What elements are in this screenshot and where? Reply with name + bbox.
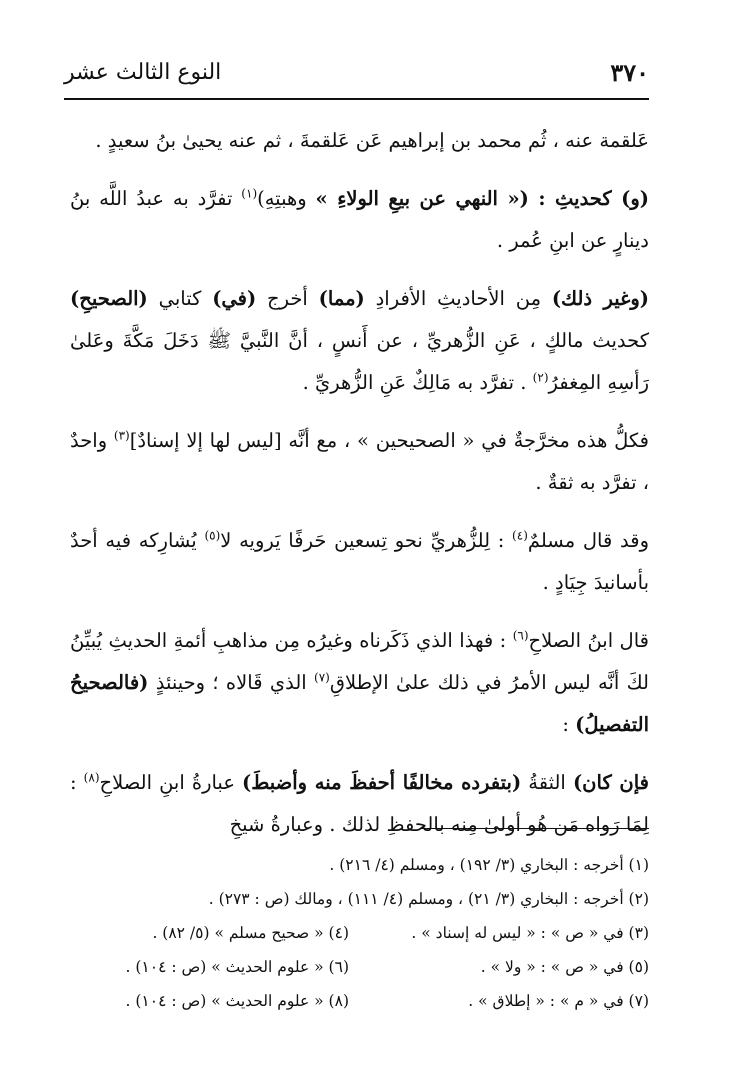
text-run-bold: « النهي عن بيعِ الولاءِ »	[315, 187, 520, 210]
text-run: : فهذا الذي ذَكَرناه وغيرُه مِن مذاهبِ أئمةِ الحديثِ يُبيِّنُ لكَ أنَّه ليس الأمرُ في ذلك علىٰ الإطلاقِ	[70, 629, 650, 694]
text-run: : لِمَا رَواه مَن هُو أولىٰ مِنه بالحفظِ لذلك . وعبارةُ شيخِ	[70, 771, 649, 836]
text-run: يُشارِكه فيه أحدٌ بأسانيدَ جِيَادٍ .	[70, 529, 649, 594]
main-text	[70, 120, 649, 846]
footnote-4: (٤) « صحيح مسلم » (٥/ ٨٢) .	[152, 924, 349, 942]
text-run: عبارةُ ابنِ الصلاحِ	[99, 771, 243, 794]
footnote-row	[105, 882, 649, 916]
footnote-ref[interactable]: (٣)	[113, 428, 130, 443]
footnotes	[105, 848, 649, 1018]
footnote-ref[interactable]: (٤)	[512, 528, 528, 543]
footnote-ref[interactable]: (٥)	[204, 528, 221, 543]
footnote-5: (٥) في « ص » : « ولا » .	[480, 958, 649, 976]
text-run: وهبتِهِ)	[257, 187, 316, 210]
text-run: كتابي	[147, 287, 213, 310]
text-run: واحدٌ ، تفرَّد به ثقةٌ .	[70, 429, 649, 494]
paragraph-6	[70, 620, 649, 746]
paragraph-1	[70, 120, 649, 162]
footnote-row	[105, 848, 649, 882]
chapter-title: النوع الثالث عشر	[64, 60, 222, 85]
footnote-1: (١) أخرجه : البخاري (٣/ ١٩٢) ، ومسلم (٤/ ٢١٦) .	[329, 856, 649, 874]
paragraph-2	[70, 178, 649, 262]
text-run: : لِلزُّهريِّ نحو تِسعين حَرفًا يَرويه لا	[220, 529, 513, 552]
text-run-bold: (و) كحديثِ : (	[519, 187, 650, 210]
text-run-bold: (في)	[212, 287, 257, 310]
text-run-bold: (مما)	[318, 287, 365, 310]
footnote-ref[interactable]: (٦)	[512, 628, 529, 643]
text-run-bold: (بتفرده مخالفًا أحفظَ منه وأضبطَ)	[242, 771, 522, 794]
paragraph-5	[70, 520, 649, 604]
footnote-ref[interactable]: (٧)	[314, 670, 330, 685]
footnote-8: (٨) « علوم الحديث » (ص : ١٠٤) .	[125, 992, 349, 1010]
header-divider	[64, 98, 649, 100]
page-number: ٣٧٠	[610, 58, 649, 87]
text-run: . تفرَّد به مَالِكٌ عَنِ الزُّهريِّ .	[302, 371, 533, 394]
footnote-3: (٣) في « ص » : « ليس له إسناد » .	[411, 924, 649, 942]
paragraph-3	[70, 278, 649, 404]
footnote-ref[interactable]: (٢)	[532, 370, 549, 385]
footnote-6: (٦) « علوم الحديث » (ص : ١٠٤) .	[125, 958, 349, 976]
text-run: الذي قَالاه ؛ وحينئذٍ	[148, 671, 315, 694]
footnote-ref[interactable]: (١)	[241, 186, 258, 201]
text-run: الثقةُ	[521, 771, 573, 794]
text-run-bold: فإن كان)	[572, 771, 649, 794]
footnote-row	[105, 916, 649, 950]
footnote-divider	[420, 828, 649, 829]
running-header	[64, 58, 649, 98]
text-run: كحديث مالكٍ ، عَنِ الزُّهريِّ ، عن أَنسٍ ، أنَّ النَّبيَّ ﷺ دَخَلَ مَكَّةَ وعَلىٰ رَأسِهِ المِغفرُ	[70, 329, 649, 394]
text-run: مِن الأحاديثِ الأفرادِ	[364, 287, 552, 310]
paragraph-4	[70, 420, 649, 504]
text-run: أخرج	[256, 287, 319, 310]
footnote-row	[105, 950, 649, 984]
paragraph-7	[70, 762, 649, 846]
text-run-bold: (فالصحيحُ التفصيلُ)	[70, 671, 649, 736]
text-run-bold: (الصحيحِ)	[70, 287, 148, 310]
text-run-bold: (وغير ذلك)	[551, 287, 649, 310]
text-run: وقد قال مسلمٌ	[527, 529, 649, 552]
footnote-ref[interactable]: (٨)	[83, 770, 100, 785]
text-run: تفرَّد به عبدُ اللَّه بنُ دينارٍ عن ابنِ عُمر .	[70, 187, 649, 252]
text-run: :	[562, 713, 576, 736]
text-run: عَلقمة عنه ، ثُم محمد بن إبراهيم عَن عَلقمةَ ، ثم عنه يحيىٰ بنُ سعيدٍ .	[95, 129, 649, 152]
text-run: قال ابنُ الصلاحِ	[528, 629, 649, 652]
text-run: فكلُّ هذه مخرَّجةٌ في « الصحيحين » ، مع أنَّه [ليس لها إلا إسنادٌ]	[129, 429, 649, 452]
footnote-row	[105, 984, 649, 1018]
footnote-7: (٧) في « م » : « إطلاق » .	[468, 992, 649, 1010]
footnote-2: (٢) أخرجه : البخاري (٣/ ٢١) ، ومسلم (٤/ ١١١) ، ومالك (ص : ٢٧٣) .	[208, 890, 649, 908]
